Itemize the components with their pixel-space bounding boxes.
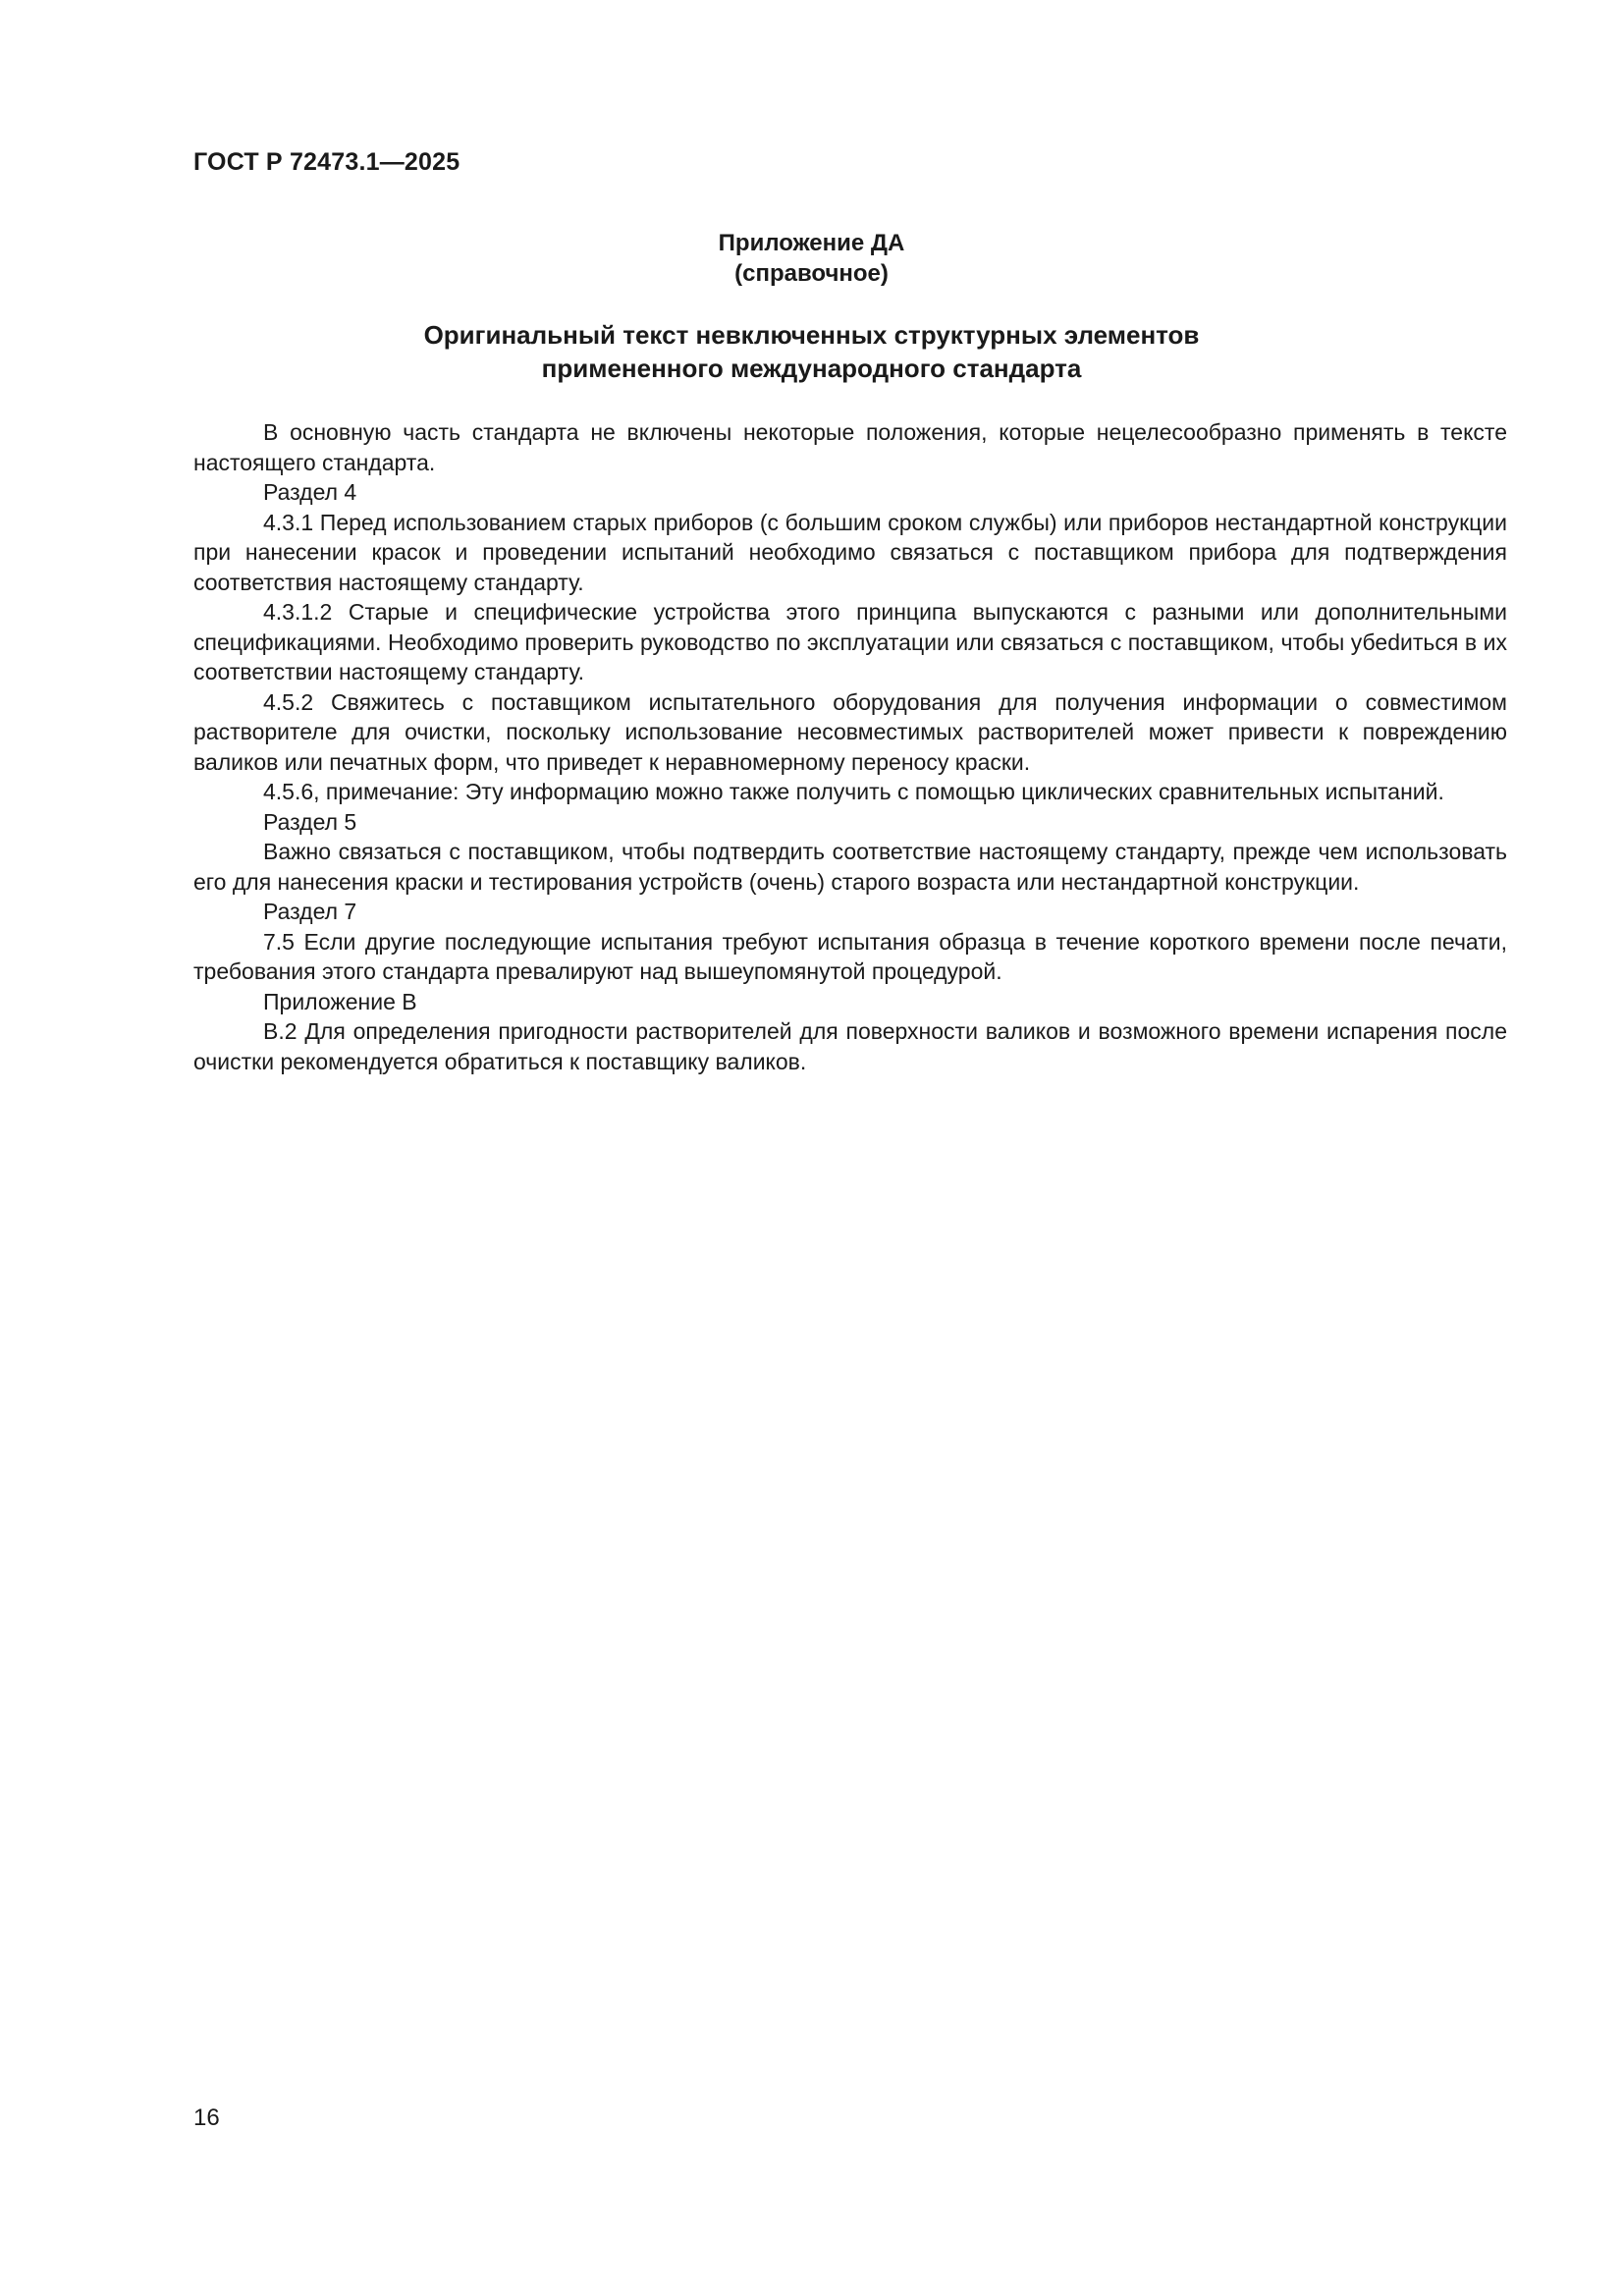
paragraph-intro: В основную часть стандарта не включены некоторые положения, которые нецелесообразно применять в тексте настоящего стандарта.: [193, 419, 1507, 475]
appendix-label-b: Приложение В: [263, 988, 417, 1014]
section-label-7: Раздел 7: [263, 899, 357, 924]
paragraph-4-5-2: 4.5.2 Свяжитесь с поставщиком испытательного оборудования для получения информации о совместимом растворителе для очистки, поскольку использование несовместимых растворителей может привести к повреждению валиков или печатных форм, что приведет к неравномерному переносу краски.: [193, 688, 1507, 775]
annex-body: [193, 417, 1507, 1076]
document-number: ГОСТ Р 72473.1—2025: [193, 148, 460, 176]
annex-title: Приложение ДА: [718, 230, 905, 256]
annex-status: (справочное): [734, 260, 889, 287]
annex-heading: [0, 318, 1623, 385]
annex-heading-line-2: примененного международного стандарта: [541, 354, 1082, 383]
paragraph-section-5: Важно связаться с поставщиком, чтобы подтвердить соответствие настоящему стандарту, прежде чем использовать его для нанесения краски и тестирования устройств (очень) старого возраста или нестандартной конструкции.: [193, 839, 1507, 895]
paragraph-4-3-1: 4.3.1 Перед использованием старых приборов (с большим сроком службы) или приборов нестандартной конструкции при нанесении красок и проведении испытаний необходимо связаться с поставщиком прибора для подтверждения соответствия настоящему стандарту.: [193, 509, 1507, 595]
paragraph-7-5: 7.5 Если другие последующие испытания требуют испытания образца в течение короткого времени после печати, требования этого стандарта превалируют над вышеупомянутой процедурой.: [193, 928, 1507, 984]
paragraph-4-5-6-note: 4.5.6, примечание: Эту информацию можно также получить с помощью циклических сравнительных испытаний.: [263, 779, 1444, 804]
section-label-4: Раздел 4: [263, 479, 357, 505]
paragraph-b-2: В.2 Для определения пригодности растворителей для поверхности валиков и возможного времени испарения после очистки рекомендуется обратиться к поставщику валиков.: [193, 1018, 1507, 1074]
section-label-5: Раздел 5: [263, 808, 357, 835]
annex-heading-line-1: Оригинальный текст невключенных структурных элементов: [423, 320, 1200, 350]
page-number: 16: [193, 2105, 220, 2131]
paragraph-4-3-1-2: 4.3.1.2 Старые и специфические устройства этого принципа выпускаются с разными или дополнительными спецификациями. Необходимо проверить руководство по эксплуатации или связаться с поставщиком, чтобы убеdиться в их соответствии настоящему стандарту.: [193, 599, 1507, 684]
